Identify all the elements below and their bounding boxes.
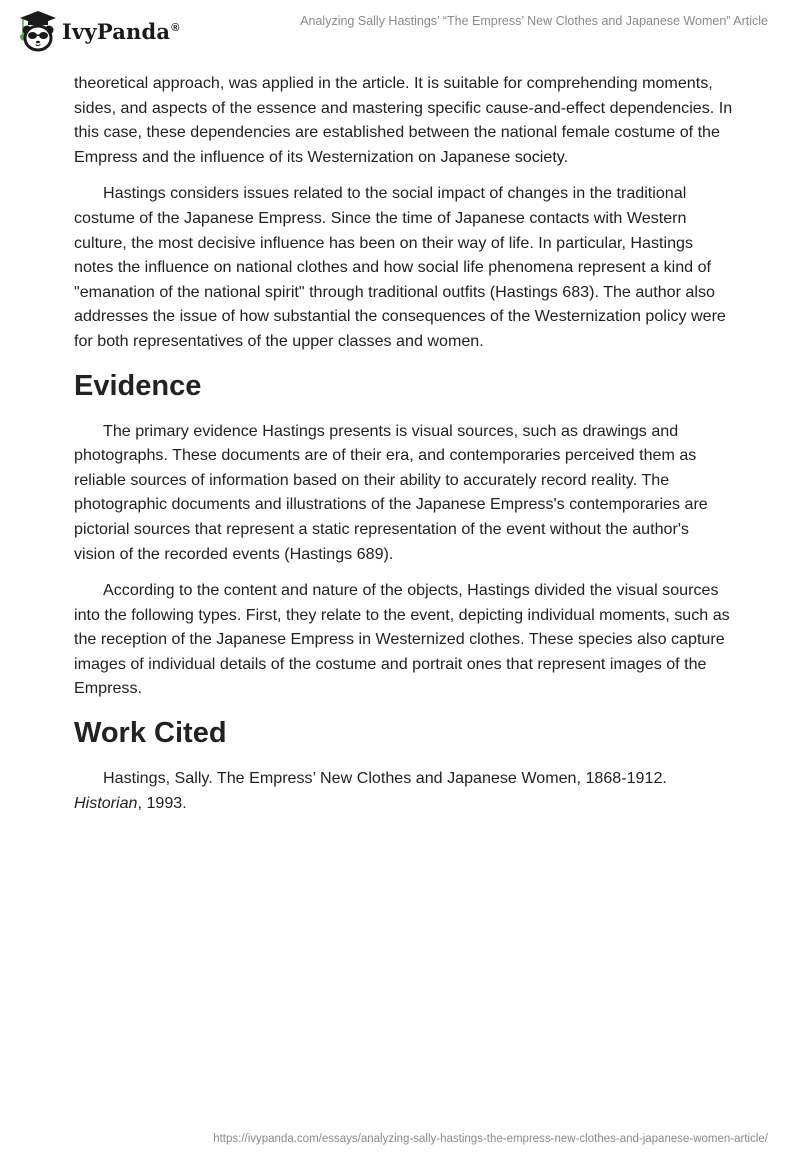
document-title: Analyzing Sally Hastings’ “The Empress’ New Clothes and Japanese Women” Article	[300, 14, 768, 28]
panda-graduate-icon	[16, 8, 56, 52]
section-heading-evidence: Evidence	[74, 369, 202, 402]
ivypanda-logo[interactable]	[16, 8, 180, 52]
citation-main: Hastings, Sally. The Empress’ New Clothes and Japanese Women, 1868-1912.	[103, 769, 667, 788]
logo-wordmark: IvyPanda®	[62, 18, 180, 44]
paragraph-evidence-visual-sources: The primary evidence Hastings presents is visual sources, such as drawings and photographs. These documents are of their era, and contemporaries perceived them as reliable sources of information based on their ability to accurately record reality. The photographic documents and illustrations of the Japanese Empress's contemporaries are pictorial sources that represent a static representation of the event without the author's vision of the recorded events (Hastings 689).	[74, 421, 708, 563]
registered-mark: ®	[171, 21, 180, 34]
citation-tail: , 1993.	[137, 793, 187, 812]
paragraph-social-impact: Hastings considers issues related to the social impact of changes in the traditional costume of the Japanese Empress. Since the time of Japanese contacts with Western culture, the most decisive influence has been on their way of life. In particular, Hastings notes the influence on national clothes and how social life phenomena represent a kind of "emanation of the national spirit" through traditional outfits (Hastings 683). The author also addresses the issue of how substantial the consequences of the Westernization policy were for both representatives of the upper classes and women.	[74, 184, 726, 350]
paragraph-intro-continued: theoretical approach, was applied in the article. It is suitable for comprehending moments, sides, and aspects of the essence and mastering specific cause-and-effect dependencies. In this case, these dependencies are established between the national female costume of the Empress and the influence of its Westernization on Japanese society.	[74, 74, 733, 166]
article-content	[74, 71, 734, 827]
paragraph-evidence-types: According to the content and nature of the objects, Hastings divided the visual sources into the following types. First, they relate to the event, depicting individual moments, such as the reception of the Japanese Empress in Westernized clothes. These species also capture images of individual details of the costume and portrait ones that represent images of the Empress.	[74, 581, 730, 698]
page-header	[0, 0, 800, 60]
section-heading-work-cited: Work Cited	[74, 717, 227, 750]
citation-journal: Historian	[74, 793, 138, 812]
citation-entry	[74, 766, 734, 815]
source-url-link[interactable]: https://ivypanda.com/essays/analyzing-sally-hastings-the-empress-new-clothes-and-japanese-women-article/	[213, 1133, 768, 1145]
